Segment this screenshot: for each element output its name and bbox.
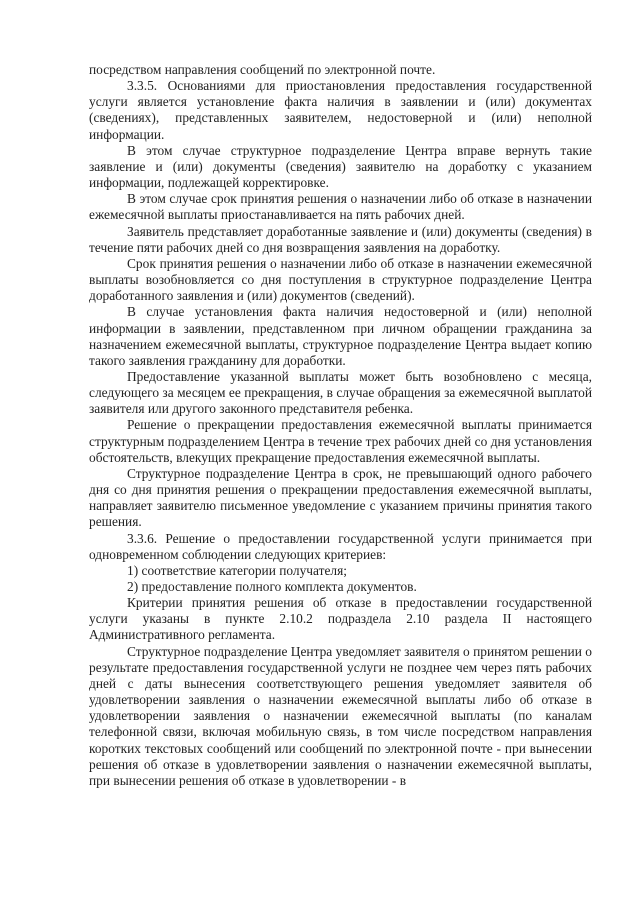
paragraph-14: Критерии принятия решения об отказе в предоставлении государственной услуги указаны в пункте 2.10.2 подраздела 2.10 раздела II настоящего Административного регламента. [89, 595, 592, 643]
paragraph-11: 3.3.6. Решение о предоставлении государственной услуги принимается при одновременном соблюдении следующих критериев: [89, 530, 592, 562]
paragraph-2: 3.3.5. Основаниями для приостановления предоставления государственной услуги является установление факта наличия в заявлении и (или) документах (сведениях), представленных заявителем, недостоверной и (или) неполной информации. [89, 78, 592, 142]
paragraph-9: Решение о прекращении предоставления ежемесячной выплаты принимается структурным подразделением Центра в течение трех рабочих дней со дня установления обстоятельств, влекущих прекращение предоставления ежемесячной выплаты. [89, 417, 592, 465]
paragraph-7: В случае установления факта наличия недостоверной и (или) неполной информации в заявлении, представленном при личном обращении гражданина за назначением ежемесячной выплаты, структурное подразделение Центра выдает копию такого заявления гражданину для доработки. [89, 304, 592, 368]
document-body [89, 62, 592, 789]
paragraph-13: 2) предоставление полного комплекта документов. [127, 579, 417, 594]
paragraph-5: Заявитель представляет доработанные заявление и (или) документы (сведения) в течение пяти рабочих дней со дня возвращения заявления на доработку. [89, 223, 592, 255]
paragraph-8: Предоставление указанной выплаты может быть возобновлено с месяца, следующего за месяцем ее прекращения, в случае обращения за ежемесячной выплатой заявителя или другого законного представителя ребенка. [89, 368, 592, 417]
paragraph-3: В этом случае структурное подразделение Центра вправе вернуть такие заявление и (или) документы (сведения) заявителю на доработку с указанием информации, подлежащей корректировке. [89, 142, 592, 191]
paragraph-10: Структурное подразделение Центра в срок, не превышающий одного рабочего дня со дня принятия решения о прекращении предоставления ежемесячной выплаты, направляет заявителю письменное уведомление с указанием причины принятия такого решения. [89, 465, 592, 530]
paragraph-6: Срок принятия решения о назначении либо об отказе в назначении ежемесячной выплаты возобновляется со дня поступления в структурное подразделение Центра доработанного заявления и (или) документов (сведений). [89, 255, 592, 304]
paragraph-1: посредством направления сообщений по электронной почте. [89, 62, 436, 77]
paragraph-12: 1) соответствие категории получателя; [127, 562, 347, 578]
paragraph-4: В этом случае срок принятия решения о назначении либо об отказе в назначении ежемесячной выплаты приостанавливается на пять рабочих дней. [89, 191, 592, 223]
paragraph-15: Структурное подразделение Центра уведомляет заявителя о принятом решении о результате предоставления государственной услуги не позднее чем через пять рабочих дней с даты вынесения соответствующего решения уведомляет заявителя об удовлетворении заявления о назначении ежемесячной выплаты либо об отказе в удовлетворении заявления о назначении ежемесячной выплаты (по каналам телефонной связи, включая мобильную связь, в том числе посредством направления коротких текстовых сообщений или сообщений по электронной почте - при вынесении решения об отказе в удовлетворении заявления о назначении ежемесячной выплаты, при вынесении решения об отказе в удовлетворении - в [89, 643, 592, 788]
